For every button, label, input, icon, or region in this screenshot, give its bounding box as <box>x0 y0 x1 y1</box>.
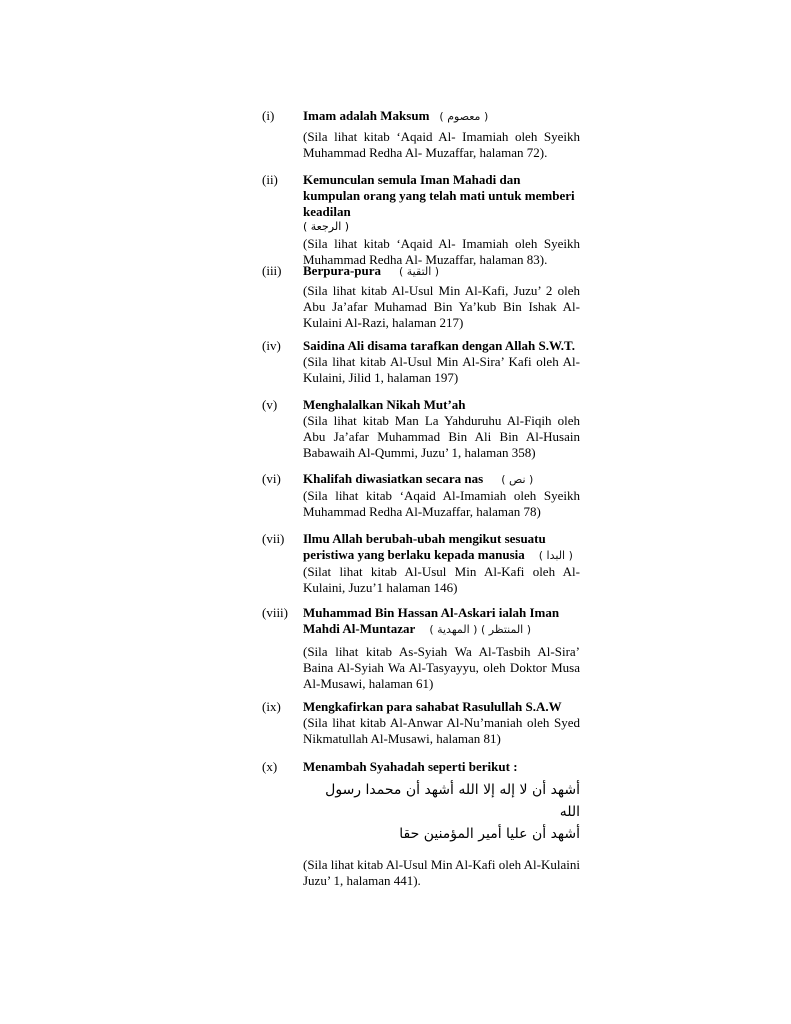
item-number: (viii) <box>262 605 288 620</box>
item-number: (ix) <box>262 699 281 714</box>
item-heading <box>303 605 580 638</box>
heading-text: Ilmu Allah berubah-ubah mengikut sesuatu peristiwa yang berlaku kepada manusia <box>303 531 546 562</box>
item-heading <box>303 471 580 488</box>
item-heading: Kemunculan semula Iman Mahadi dan kumpulan orang yang telah mati untuk memberi keadilan <box>303 172 575 219</box>
arabic-line: أشهد أن عليا أمير المؤمنين حقا <box>399 826 580 842</box>
item-heading: Menghalalkan Nikah Mut’ah <box>303 397 466 412</box>
arabic-shahadah <box>303 779 580 845</box>
item-number: (v) <box>262 397 278 412</box>
item-number: (vii) <box>262 531 285 546</box>
item-reference: (Sila lihat kitab ‘Aqaid Al-Imamiah oleh Syeikh Muhammad Redha Al-Muzaffar, halaman 78) <box>303 488 580 519</box>
item-reference: (Sila lihat kitab As-Syiah Wa Al-Tasbih Al-Sira’ Baina Al-Syiah Wa Al-Tasyayyu, oleh Doktor Musa Al-Musawi, halaman 61) <box>303 644 580 691</box>
item-number: (x) <box>262 759 278 774</box>
heading-text: Berpura-pura <box>303 263 381 278</box>
item-number: (ii) <box>262 172 278 187</box>
item-reference: (Sila lihat kitab ‘Aqaid Al- Imamiah oleh Syeikh Muhammad Redha Al- Muzaffar, halaman 72). <box>303 129 580 160</box>
item-number: (iii) <box>262 263 282 278</box>
item-reference: (Sila lihat kitab ‘Aqaid Al- Imamiah oleh Syeikh Muhammad Redha Al- Muzaffar, halaman 83). <box>303 236 580 267</box>
arabic-term: ( التقية ) <box>399 265 440 278</box>
item-heading: Mengkafirkan para sahabat Rasulullah S.A.W <box>303 699 562 714</box>
item-heading <box>303 263 580 280</box>
arabic-term: ( المنتظر ) ( المهدية ) <box>429 623 532 636</box>
item-reference: (Sila lihat kitab Al-Usul Min Al-Kafi oleh Al-Kulaini Juzu’ 1, halaman 441). <box>303 857 580 888</box>
item-number: (vi) <box>262 471 281 486</box>
item-reference: (Sila lihat kitab Man La Yahduruhu Al-Fiqih oleh Abu Ja’afar Muhammad Bin Ali Bin Al-Husain Babawaih Al-Qummi, Juzu’ 1, halaman 358) <box>303 413 580 460</box>
item-reference: (Sila lihat kitab Al-Anwar Al-Nu’maniah oleh Syed Nikmatullah Al-Musawi, halaman 81) <box>303 715 580 746</box>
arabic-term: ( البدا ) <box>538 549 573 562</box>
item-heading: Saidina Ali disama tarafkan dengan Allah S.W.T. <box>303 338 576 353</box>
item-reference: (Sila lihat kitab Al-Usul Min Al-Kafi, Juzu’ 2 oleh Abu Ja’afar Muhamad Bin Ya’kub Bin Ishak Al-Kulaini Al-Razi, halaman 217) <box>303 283 580 330</box>
arabic-term: ( الرجعة ) <box>303 220 350 233</box>
item-number: (i) <box>262 108 275 123</box>
item-heading <box>303 108 580 125</box>
item-heading: Menambah Syahadah seperti berikut : <box>303 759 518 774</box>
heading-text: Imam adalah Maksum <box>303 108 430 123</box>
arabic-term: ( معصوم ) <box>439 110 489 123</box>
arabic-line: أشهد أن لا إله إلا الله أشهد أن محمدا رسول الله <box>325 782 580 820</box>
item-heading <box>303 531 580 564</box>
item-reference: (Silat lihat kitab Al-Usul Min Al-Kafi oleh Al-Kulaini, Juzu’1 halaman 146) <box>303 564 580 595</box>
heading-text: Muhammad Bin Hassan Al-Askari ialah Iman Mahdi Al-Muntazar <box>303 605 560 636</box>
heading-text: Khalifah diwasiatkan secara nas <box>303 471 484 486</box>
arabic-term: ( نص ) <box>501 473 534 486</box>
item-reference: (Sila lihat kitab Al-Usul Min Al-Sira’ Kafi oleh Al-Kulaini, Jilid 1, halaman 197) <box>303 354 580 385</box>
item-number: (iv) <box>262 338 281 353</box>
